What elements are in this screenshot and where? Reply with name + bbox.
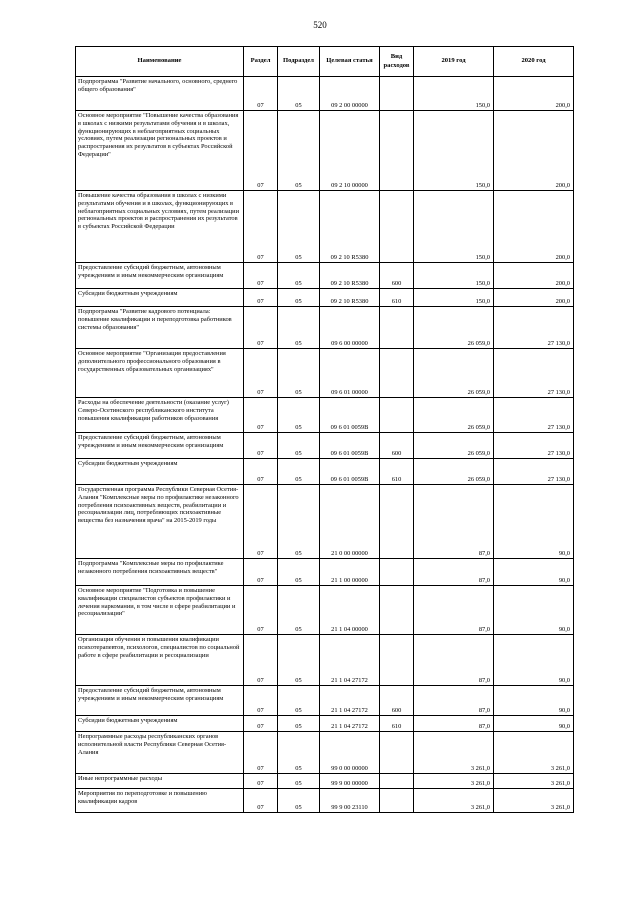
row-value-2019-text: 3 261,0 bbox=[470, 780, 490, 788]
row-value-2019 bbox=[414, 789, 494, 813]
row-expense-type bbox=[380, 263, 414, 289]
row-target-article bbox=[320, 398, 380, 433]
row-podrazdel bbox=[278, 559, 320, 586]
row-target-article-text: 21 0 00 00000 bbox=[331, 550, 368, 558]
row-podrazdel bbox=[278, 774, 320, 789]
col-header-target-article: Целевая статья bbox=[320, 47, 380, 77]
row-name-text: Субсидии бюджетным учреждениям bbox=[78, 717, 178, 724]
row-expense-type bbox=[380, 716, 414, 732]
row-name-text: Субсидии бюджетным учреждениям bbox=[78, 290, 178, 297]
row-value-2020 bbox=[494, 686, 574, 716]
row-value-2020-text: 3 261,0 bbox=[550, 780, 570, 788]
row-razdel bbox=[244, 559, 278, 586]
row-value-2019 bbox=[414, 635, 494, 686]
row-name bbox=[76, 398, 244, 433]
row-value-2019-text: 87,0 bbox=[478, 550, 490, 558]
table-header bbox=[76, 47, 574, 77]
row-expense-type bbox=[380, 111, 414, 191]
row-value-2020-text: 90,0 bbox=[558, 626, 570, 634]
row-name-text: Непрограммные расходы республиканских органов исполнительной власти Республики Северная Осетия-Алания bbox=[78, 733, 227, 756]
row-razdel-text: 07 bbox=[257, 723, 264, 731]
row-value-2020-text: 90,0 bbox=[558, 707, 570, 715]
row-expense-type-text: 600 bbox=[391, 280, 402, 288]
row-target-article-text: 09 6 01 0059В bbox=[330, 450, 369, 458]
row-target-article bbox=[320, 111, 380, 191]
row-razdel-text: 07 bbox=[257, 280, 264, 288]
row-name bbox=[76, 586, 244, 635]
table-row bbox=[76, 349, 574, 398]
row-name-text: Подпрограмма "Комплексные меры по профилактике незаконного потребления психоактивных веществ" bbox=[78, 560, 224, 575]
row-razdel bbox=[244, 191, 278, 263]
table-row bbox=[76, 111, 574, 191]
row-target-article bbox=[320, 433, 380, 459]
row-razdel-text: 07 bbox=[257, 424, 264, 432]
row-value-2020 bbox=[494, 789, 574, 813]
row-value-2020 bbox=[494, 289, 574, 307]
row-target-article-text: 09 2 00 00000 bbox=[331, 102, 368, 110]
table-row bbox=[76, 559, 574, 586]
row-value-2019-text: 26 059,0 bbox=[467, 389, 490, 397]
row-podrazdel bbox=[278, 349, 320, 398]
row-podrazdel bbox=[278, 586, 320, 635]
row-podrazdel-text: 05 bbox=[295, 340, 302, 348]
row-target-article-text: 09 2 10 00000 bbox=[331, 182, 368, 190]
row-value-2019 bbox=[414, 716, 494, 732]
row-podrazdel bbox=[278, 789, 320, 813]
row-value-2019-text: 26 059,0 bbox=[467, 424, 490, 432]
row-value-2020 bbox=[494, 774, 574, 789]
row-name bbox=[76, 191, 244, 263]
row-podrazdel-text: 05 bbox=[295, 677, 302, 685]
row-razdel-text: 07 bbox=[257, 804, 264, 812]
row-value-2019 bbox=[414, 77, 494, 111]
row-value-2020 bbox=[494, 635, 574, 686]
row-value-2019-text: 3 261,0 bbox=[470, 804, 490, 812]
row-expense-type bbox=[380, 635, 414, 686]
row-expense-type bbox=[380, 732, 414, 774]
row-value-2020 bbox=[494, 398, 574, 433]
row-name bbox=[76, 559, 244, 586]
row-podrazdel bbox=[278, 716, 320, 732]
row-razdel-text: 07 bbox=[257, 340, 264, 348]
row-value-2020-text: 3 261,0 bbox=[550, 765, 570, 773]
row-value-2019-text: 150,0 bbox=[475, 102, 490, 110]
row-razdel-text: 07 bbox=[257, 254, 264, 262]
row-name-text: Мероприятия по переподготовке и повышению квалификации кадров bbox=[78, 790, 207, 805]
row-value-2019 bbox=[414, 732, 494, 774]
table-row bbox=[76, 77, 574, 111]
col-header-podrazdel: Подраздел bbox=[278, 47, 320, 77]
row-razdel bbox=[244, 111, 278, 191]
row-razdel-text: 07 bbox=[257, 476, 264, 484]
table-row bbox=[76, 459, 574, 485]
col-header-expense-type: Вид расходов bbox=[380, 47, 414, 77]
row-value-2020 bbox=[494, 716, 574, 732]
row-podrazdel-text: 05 bbox=[295, 550, 302, 558]
row-podrazdel-text: 05 bbox=[295, 254, 302, 262]
row-name bbox=[76, 77, 244, 111]
col-header-razdel: Раздел bbox=[244, 47, 278, 77]
row-target-article-text: 21 1 04 00000 bbox=[331, 626, 368, 634]
row-value-2020 bbox=[494, 459, 574, 485]
row-podrazdel-text: 05 bbox=[295, 476, 302, 484]
row-podrazdel-text: 05 bbox=[295, 450, 302, 458]
row-podrazdel-text: 05 bbox=[295, 723, 302, 731]
table-row bbox=[76, 307, 574, 349]
row-value-2020-text: 27 130,0 bbox=[547, 424, 570, 432]
row-name bbox=[76, 289, 244, 307]
row-target-article-text: 99 9 00 23110 bbox=[331, 804, 368, 812]
row-name-text: Основное мероприятие "Повышение качества образования в школах с низкими результатами обучения и в школах, функционирующих в неблагоприятных социальных условиях, путем реализации региональных проектов и распространения их результатов в субъектах Российской Федерации" bbox=[78, 112, 239, 159]
row-value-2019-text: 26 059,0 bbox=[467, 476, 490, 484]
row-razdel bbox=[244, 433, 278, 459]
row-podrazdel-text: 05 bbox=[295, 102, 302, 110]
row-target-article bbox=[320, 732, 380, 774]
row-podrazdel bbox=[278, 433, 320, 459]
row-expense-type bbox=[380, 191, 414, 263]
row-podrazdel-text: 05 bbox=[295, 280, 302, 288]
table-row bbox=[76, 586, 574, 635]
row-name bbox=[76, 485, 244, 559]
row-value-2019 bbox=[414, 289, 494, 307]
row-name-text: Иные непрограммные расходы bbox=[78, 775, 163, 782]
row-podrazdel bbox=[278, 263, 320, 289]
table-body bbox=[76, 77, 574, 813]
table-row bbox=[76, 789, 574, 813]
row-expense-type bbox=[380, 559, 414, 586]
row-razdel bbox=[244, 732, 278, 774]
row-value-2019-text: 87,0 bbox=[478, 723, 490, 731]
row-value-2020-text: 27 130,0 bbox=[547, 476, 570, 484]
row-value-2020 bbox=[494, 559, 574, 586]
row-razdel bbox=[244, 635, 278, 686]
row-podrazdel bbox=[278, 459, 320, 485]
row-value-2019 bbox=[414, 774, 494, 789]
row-target-article bbox=[320, 559, 380, 586]
row-target-article-text: 21 1 00 00000 bbox=[331, 577, 368, 585]
row-value-2019 bbox=[414, 111, 494, 191]
row-razdel bbox=[244, 789, 278, 813]
row-name-text: Организация обучения и повышения квалификации психотерапевтов, психологов, специалистов по социальной работе в сфере реабилитации и ресоциализации bbox=[78, 636, 240, 659]
row-name-text: Основное мероприятие "Организация предоставления дополнительного профессионального образования в государственных образовательных организациях" bbox=[78, 350, 226, 373]
row-target-article bbox=[320, 485, 380, 559]
row-razdel-text: 07 bbox=[257, 298, 264, 306]
row-value-2020 bbox=[494, 349, 574, 398]
row-name bbox=[76, 716, 244, 732]
row-podrazdel-text: 05 bbox=[295, 424, 302, 432]
row-name-text: Предоставление субсидий бюджетным, автономным учреждениям и иным некоммерческим организациям bbox=[78, 264, 224, 279]
row-podrazdel-text: 05 bbox=[295, 804, 302, 812]
row-podrazdel-text: 05 bbox=[295, 577, 302, 585]
row-value-2020-text: 90,0 bbox=[558, 550, 570, 558]
row-expense-type-text: 610 bbox=[391, 723, 402, 731]
row-podrazdel bbox=[278, 485, 320, 559]
row-value-2019 bbox=[414, 485, 494, 559]
row-value-2020 bbox=[494, 191, 574, 263]
table-row bbox=[76, 191, 574, 263]
row-expense-type bbox=[380, 289, 414, 307]
row-value-2020-text: 27 130,0 bbox=[547, 450, 570, 458]
row-value-2019-text: 87,0 bbox=[478, 707, 490, 715]
row-target-article bbox=[320, 716, 380, 732]
row-target-article-text: 99 9 00 00000 bbox=[331, 780, 368, 788]
budget-table bbox=[75, 46, 574, 813]
row-podrazdel bbox=[278, 635, 320, 686]
row-expense-type bbox=[380, 77, 414, 111]
row-value-2019 bbox=[414, 349, 494, 398]
row-value-2020-text: 200,0 bbox=[555, 182, 570, 190]
row-value-2019 bbox=[414, 586, 494, 635]
row-podrazdel-text: 05 bbox=[295, 298, 302, 306]
row-name-text: Расходы на обеспечение деятельности (оказание услуг) Северо-Осетинского республиканского института повышения квалификации работников образования bbox=[78, 399, 229, 422]
row-razdel bbox=[244, 307, 278, 349]
page-number: 520 bbox=[313, 20, 327, 30]
row-podrazdel bbox=[278, 111, 320, 191]
table-row bbox=[76, 716, 574, 732]
row-value-2020-text: 3 261,0 bbox=[550, 804, 570, 812]
row-expense-type bbox=[380, 349, 414, 398]
row-name-text: Субсидии бюджетным учреждениям bbox=[78, 460, 178, 467]
row-razdel-text: 07 bbox=[257, 707, 264, 715]
row-target-article bbox=[320, 586, 380, 635]
table-row bbox=[76, 774, 574, 789]
row-podrazdel bbox=[278, 398, 320, 433]
row-name bbox=[76, 789, 244, 813]
row-podrazdel-text: 05 bbox=[295, 626, 302, 634]
row-value-2019-text: 87,0 bbox=[478, 577, 490, 585]
row-value-2020-text: 90,0 bbox=[558, 577, 570, 585]
row-target-article-text: 09 2 10 R5380 bbox=[330, 298, 369, 306]
row-name-text: Повышение качества образования в школах с низкими результатами обучения и в школах, функционирующих в неблагоприятных социальных условиях, путем реализации региональных проектов и распространения их результатов в субъектах Российской Федерации bbox=[78, 192, 239, 231]
row-razdel-text: 07 bbox=[257, 102, 264, 110]
row-podrazdel-text: 05 bbox=[295, 765, 302, 773]
row-value-2019-text: 150,0 bbox=[475, 254, 490, 262]
row-value-2019 bbox=[414, 686, 494, 716]
row-target-article bbox=[320, 77, 380, 111]
row-value-2020-text: 27 130,0 bbox=[547, 340, 570, 348]
row-target-article bbox=[320, 263, 380, 289]
row-value-2019 bbox=[414, 433, 494, 459]
row-razdel-text: 07 bbox=[257, 577, 264, 585]
table-row bbox=[76, 485, 574, 559]
row-podrazdel bbox=[278, 307, 320, 349]
row-value-2019 bbox=[414, 559, 494, 586]
row-value-2019 bbox=[414, 398, 494, 433]
row-value-2020-text: 200,0 bbox=[555, 254, 570, 262]
row-razdel bbox=[244, 263, 278, 289]
row-target-article bbox=[320, 349, 380, 398]
row-target-article-text: 09 6 01 0059В bbox=[330, 476, 369, 484]
row-razdel-text: 07 bbox=[257, 765, 264, 773]
row-value-2020-text: 200,0 bbox=[555, 102, 570, 110]
row-target-article bbox=[320, 635, 380, 686]
row-value-2020-text: 200,0 bbox=[555, 298, 570, 306]
row-value-2019-text: 26 059,0 bbox=[467, 340, 490, 348]
row-expense-type bbox=[380, 307, 414, 349]
row-expense-type bbox=[380, 485, 414, 559]
row-podrazdel-text: 05 bbox=[295, 389, 302, 397]
row-value-2019-text: 87,0 bbox=[478, 677, 490, 685]
row-podrazdel bbox=[278, 191, 320, 263]
row-value-2020 bbox=[494, 111, 574, 191]
row-target-article-text: 09 2 10 R5380 bbox=[330, 280, 369, 288]
row-target-article bbox=[320, 307, 380, 349]
row-target-article-text: 21 1 04 27172 bbox=[331, 707, 368, 715]
row-target-article bbox=[320, 289, 380, 307]
row-name bbox=[76, 349, 244, 398]
row-target-article-text: 21 1 04 27172 bbox=[331, 723, 368, 731]
row-expense-type-text: 600 bbox=[391, 450, 402, 458]
row-podrazdel bbox=[278, 732, 320, 774]
row-value-2019-text: 26 059,0 bbox=[467, 450, 490, 458]
row-value-2019-text: 150,0 bbox=[475, 182, 490, 190]
row-expense-type bbox=[380, 459, 414, 485]
row-expense-type bbox=[380, 398, 414, 433]
table-row bbox=[76, 433, 574, 459]
row-target-article bbox=[320, 774, 380, 789]
table-row bbox=[76, 686, 574, 716]
row-name bbox=[76, 459, 244, 485]
row-target-article-text: 09 6 01 00000 bbox=[331, 389, 368, 397]
row-value-2019-text: 150,0 bbox=[475, 280, 490, 288]
row-value-2019 bbox=[414, 307, 494, 349]
row-expense-type-text: 600 bbox=[391, 707, 402, 715]
row-target-article bbox=[320, 459, 380, 485]
row-razdel bbox=[244, 686, 278, 716]
row-value-2019 bbox=[414, 459, 494, 485]
row-value-2020 bbox=[494, 433, 574, 459]
table-row bbox=[76, 635, 574, 686]
row-value-2020-text: 27 130,0 bbox=[547, 389, 570, 397]
row-value-2020 bbox=[494, 732, 574, 774]
col-header-name: Наименование bbox=[76, 47, 244, 77]
row-razdel-text: 07 bbox=[257, 450, 264, 458]
row-value-2020-text: 90,0 bbox=[558, 723, 570, 731]
row-value-2020 bbox=[494, 586, 574, 635]
row-value-2020 bbox=[494, 307, 574, 349]
row-value-2020-text: 200,0 bbox=[555, 280, 570, 288]
row-value-2020 bbox=[494, 77, 574, 111]
row-name-text: Подпрограмма "Развитие начального, основного, среднего общего образования" bbox=[78, 78, 238, 93]
row-podrazdel-text: 05 bbox=[295, 707, 302, 715]
row-name-text: Предоставление субсидий бюджетным, автономным учреждениям и иным некоммерческим организациям bbox=[78, 687, 224, 702]
row-value-2020 bbox=[494, 263, 574, 289]
row-value-2019-text: 3 261,0 bbox=[470, 765, 490, 773]
row-name bbox=[76, 263, 244, 289]
row-name-text: Основное мероприятие "Подготовка и повышение квалификации специалистов субъектов профилактики и лечения наркомании, в том числе в сфере реабилитации и ресоциализации" bbox=[78, 587, 236, 618]
row-value-2019 bbox=[414, 191, 494, 263]
row-razdel-text: 07 bbox=[257, 626, 264, 634]
row-razdel-text: 07 bbox=[257, 677, 264, 685]
row-target-article-text: 09 6 00 00000 bbox=[331, 340, 368, 348]
row-expense-type bbox=[380, 789, 414, 813]
row-target-article bbox=[320, 191, 380, 263]
row-razdel bbox=[244, 459, 278, 485]
row-value-2020-text: 90,0 bbox=[558, 677, 570, 685]
row-expense-type bbox=[380, 586, 414, 635]
table-row bbox=[76, 289, 574, 307]
row-target-article-text: 99 0 00 00000 bbox=[331, 765, 368, 773]
row-razdel bbox=[244, 77, 278, 111]
row-expense-type bbox=[380, 686, 414, 716]
row-podrazdel bbox=[278, 289, 320, 307]
row-expense-type-text: 610 bbox=[391, 476, 402, 484]
row-expense-type-text: 610 bbox=[391, 298, 402, 306]
row-razdel-text: 07 bbox=[257, 182, 264, 190]
table-row bbox=[76, 732, 574, 774]
row-podrazdel-text: 05 bbox=[295, 182, 302, 190]
row-target-article bbox=[320, 789, 380, 813]
row-value-2019-text: 150,0 bbox=[475, 298, 490, 306]
row-value-2020 bbox=[494, 485, 574, 559]
row-name bbox=[76, 307, 244, 349]
row-target-article bbox=[320, 686, 380, 716]
row-name bbox=[76, 433, 244, 459]
row-podrazdel bbox=[278, 686, 320, 716]
row-podrazdel-text: 05 bbox=[295, 780, 302, 788]
row-name bbox=[76, 774, 244, 789]
row-name-text: Подпрограмма "Развитие кадрового потенциала: повышение квалификации и переподготовка работников системы образования" bbox=[78, 308, 232, 331]
row-razdel bbox=[244, 774, 278, 789]
row-target-article-text: 21 1 04 27172 bbox=[331, 677, 368, 685]
row-name-text: Предоставление субсидий бюджетным, автономным учреждениям и иным некоммерческим организациям bbox=[78, 434, 224, 449]
row-razdel-text: 07 bbox=[257, 389, 264, 397]
col-header-2020: 2020 год bbox=[494, 47, 574, 77]
row-razdel bbox=[244, 485, 278, 559]
row-expense-type bbox=[380, 433, 414, 459]
table-row bbox=[76, 398, 574, 433]
row-value-2019 bbox=[414, 263, 494, 289]
row-podrazdel bbox=[278, 77, 320, 111]
table-row bbox=[76, 263, 574, 289]
row-target-article-text: 09 2 10 R5380 bbox=[330, 254, 369, 262]
row-target-article-text: 09 6 01 0059В bbox=[330, 424, 369, 432]
row-name bbox=[76, 732, 244, 774]
row-razdel bbox=[244, 398, 278, 433]
row-razdel bbox=[244, 349, 278, 398]
row-razdel-text: 07 bbox=[257, 780, 264, 788]
row-expense-type bbox=[380, 774, 414, 789]
row-razdel bbox=[244, 289, 278, 307]
row-razdel bbox=[244, 586, 278, 635]
row-name bbox=[76, 635, 244, 686]
row-razdel bbox=[244, 716, 278, 732]
row-razdel-text: 07 bbox=[257, 550, 264, 558]
row-value-2019-text: 87,0 bbox=[478, 626, 490, 634]
row-name bbox=[76, 111, 244, 191]
col-header-2019: 2019 год bbox=[414, 47, 494, 77]
row-name bbox=[76, 686, 244, 716]
row-name-text: Государственная программа Республики Северная Осетия-Алания "Комплексные меры по профилактике незаконного потребления психоактивных веществ, реабилитации и ресоциализации лиц, потребляющих психоактивные вещества без назначения врача" на 2015-2019 годы bbox=[78, 486, 239, 525]
